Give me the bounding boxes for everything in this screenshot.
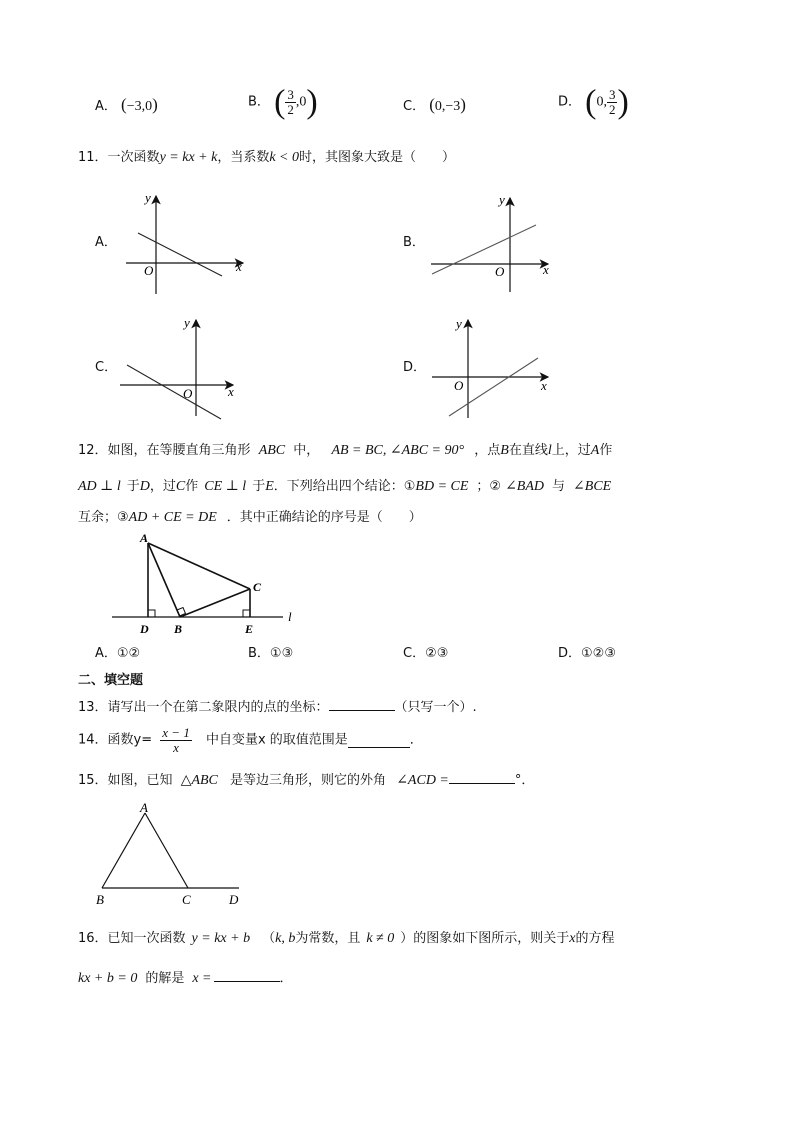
- axis-label-x: x: [543, 262, 549, 277]
- q10-option-c: C． (0,−3): [403, 95, 466, 114]
- q14-answer-blank[interactable]: [348, 733, 410, 748]
- label-a: A: [140, 800, 148, 815]
- q12-option-b: B．①③: [248, 646, 294, 661]
- segment-ab: [148, 543, 180, 617]
- q16-answer-blank[interactable]: [214, 967, 280, 982]
- q12-figure: [108, 530, 303, 638]
- q10-option-d: D． (0, $\frac{3}{2}$ ): [558, 83, 629, 121]
- label-b: B: [174, 622, 183, 636]
- q11-option-c-label: C．: [95, 360, 118, 375]
- q12-option-a: A．①②: [95, 646, 141, 661]
- label-l: l: [288, 609, 292, 624]
- q10-option-b: B． ( $\frac{3}{2}$ ,0): [248, 83, 318, 121]
- q11-graph-d: [427, 314, 557, 422]
- axis-label-x: x: [228, 384, 234, 399]
- q16-line1: 16．已知一次函数 y = kx + b （k, b为常数，且 k ≠ 0 ）的图象如下图所示，则关于x的方程: [78, 931, 615, 946]
- function-line: [127, 365, 221, 419]
- segment-ac: [148, 543, 250, 589]
- q14: 14．函数y= $\frac{x - 1}{x}$ 中自变量x 的取值范围是 ．: [78, 725, 423, 755]
- q12-option-d: D．①②③: [558, 646, 616, 661]
- label-d: D: [229, 892, 239, 907]
- label-d: D: [140, 622, 149, 636]
- axis-label-y: y: [456, 316, 462, 331]
- origin-label: O: [495, 264, 505, 279]
- segment-ab: [102, 813, 145, 888]
- origin-label: O: [144, 263, 154, 278]
- label-e: E: [245, 622, 254, 636]
- q12-option-c: C．②③: [403, 646, 449, 661]
- axis-label-x: x: [541, 378, 547, 393]
- q15-figure: [92, 800, 252, 910]
- label-a: A: [140, 531, 149, 545]
- function-line: [432, 225, 536, 274]
- axis-label-y: y: [184, 315, 190, 330]
- q13-answer-blank[interactable]: [329, 696, 395, 711]
- axis-label-y: y: [145, 190, 151, 205]
- q12-stem-line3: 互余；③AD + CE = DE ．其中正确结论的序号是（ ）: [78, 510, 422, 525]
- q13: 13．请写出一个在第二象限内的点的坐标： （只写一个）.: [78, 696, 477, 717]
- segment-bc: [180, 589, 250, 617]
- axis-label-x: x: [236, 259, 242, 274]
- q16-line2: kx + b = 0 的解是 x = ．: [78, 967, 293, 988]
- right-angle-e: [243, 610, 250, 617]
- q15-answer-blank[interactable]: [449, 769, 515, 784]
- q10-option-a: A． (−3,0): [95, 95, 158, 114]
- origin-label: O: [183, 386, 193, 401]
- q11-option-a-label: A．: [95, 235, 117, 250]
- segment-ac: [145, 813, 188, 888]
- label-b: B: [96, 892, 104, 907]
- q12-stem-line2: AD ⊥ l 于D，过C作 CE ⊥ l 于E．下列给出四个结论：①BD = CE ；② ∠BAD 与 ∠BCE: [78, 479, 612, 494]
- q11-graph-c: [115, 314, 245, 422]
- q12-stem-line1: 12．如图，在等腰直角三角形 ABC 中， AB = BC, ∠ABC = 90° ，点B在直线l上，过A作: [78, 443, 613, 458]
- axis-label-y: y: [499, 192, 505, 207]
- q11-graph-a: [118, 188, 253, 298]
- label-c: C: [182, 892, 191, 907]
- q15: 15．如图，已知 △ABC 是等边三角形，则它的外角 ∠ACD = °．: [78, 769, 534, 790]
- origin-label: O: [454, 378, 464, 393]
- right-angle-d: [148, 610, 155, 617]
- q11-graph-b: [426, 190, 556, 295]
- label-c: C: [253, 580, 262, 594]
- q11-option-b-label: B．: [403, 235, 425, 250]
- q11-stem: 11．一次函数y = kx + k，当系数k < 0时，其图象大致是（ ）: [78, 150, 456, 165]
- section-title: 二、填空题: [78, 673, 144, 688]
- q11-option-d-label: D．: [403, 360, 427, 375]
